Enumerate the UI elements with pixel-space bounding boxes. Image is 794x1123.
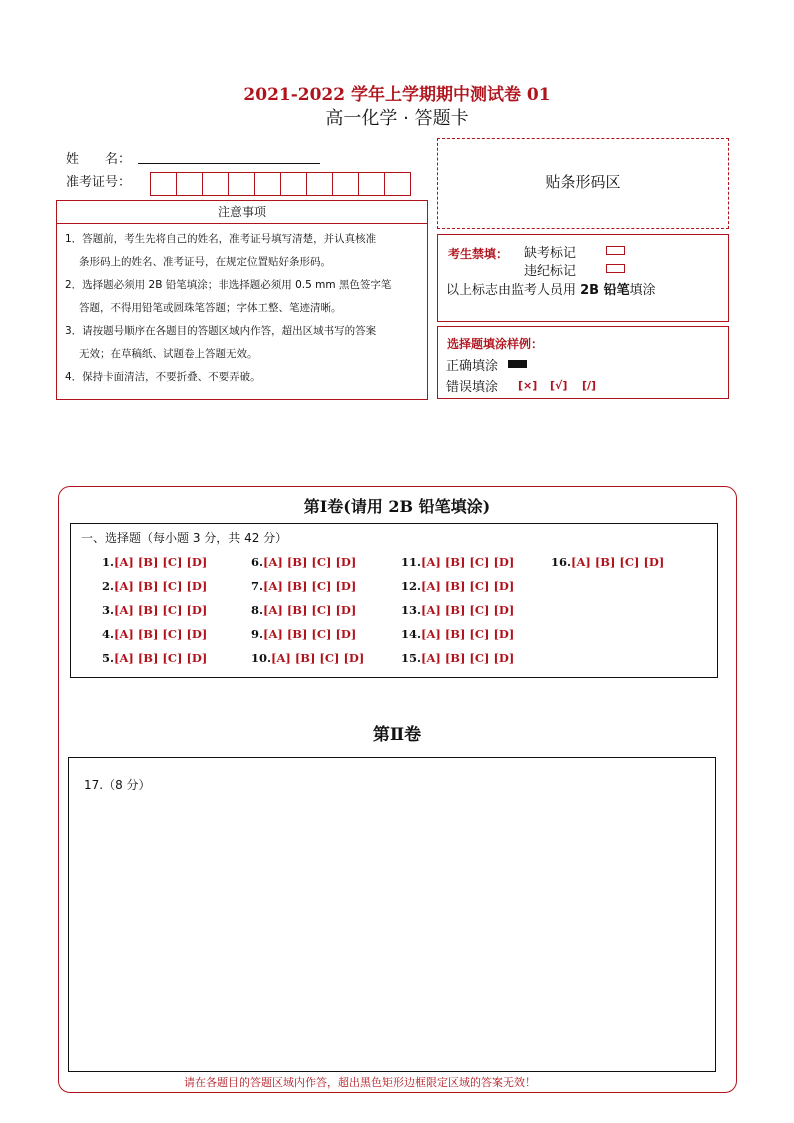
mc-header: 一、选择题（每小题 3 分，共 42 分） [81, 531, 288, 545]
absent-label: 缺考标记 [524, 246, 577, 261]
section2-title: 第Ⅱ卷 [372, 725, 422, 745]
mc-question-3[interactable]: 3.[A] [B] [C] [D] [102, 603, 208, 617]
page-subtitle: 高一化学 · 答题卡 [325, 108, 469, 129]
mc-question-5[interactable]: 5.[A] [B] [C] [D] [102, 651, 208, 665]
mc-question-13[interactable]: 13.[A] [B] [C] [D] [401, 603, 515, 617]
q17-answer-box[interactable] [68, 757, 716, 1072]
mc-question-11[interactable]: 11.[A] [B] [C] [D] [401, 555, 515, 569]
mc-question-7[interactable]: 7.[A] [B] [C] [D] [251, 579, 357, 593]
sample-box [437, 326, 729, 399]
correct-label: 正确填涂 [446, 359, 499, 374]
sample-title: 选择题填涂样例： [447, 337, 544, 351]
wrong-mark: [×] [518, 379, 538, 392]
barcode-area [437, 138, 729, 229]
notice-box [56, 200, 428, 400]
barcode-label: 贴条形码区 [545, 173, 621, 191]
mc-question-12[interactable]: 12.[A] [B] [C] [D] [401, 579, 515, 593]
mc-question-8[interactable]: 8.[A] [B] [C] [D] [251, 603, 357, 617]
mc-question-14[interactable]: 14.[A] [B] [C] [D] [401, 627, 515, 641]
violation-label: 违纪标记 [524, 264, 577, 279]
id-number-boxes[interactable] [150, 172, 410, 196]
mc-question-15[interactable]: 15.[A] [B] [C] [D] [401, 651, 515, 665]
mc-question-9[interactable]: 9.[A] [B] [C] [D] [251, 627, 357, 641]
wrong-mark: [/] [582, 379, 597, 392]
mc-question-2[interactable]: 2.[A] [B] [C] [D] [102, 579, 208, 593]
notice-item: 1．答题前，考生先将自己的姓名，准考证号填写清楚，并认真核准 [65, 233, 377, 245]
violation-mark[interactable] [606, 264, 625, 273]
notice-item: 无效；在草稿纸、试题卷上答题无效。 [79, 348, 258, 360]
filled-mark [508, 360, 527, 368]
name-label: 姓 名： [66, 152, 132, 167]
q17-label: 17.（8 分） [84, 778, 151, 792]
mc-question-10[interactable]: 10.[A] [B] [C] [D] [251, 651, 365, 665]
mc-question-16[interactable]: 16.[A] [B] [C] [D] [551, 555, 665, 569]
forbid-note: 以上标志由监考人员用 2B 铅笔填涂 [446, 283, 656, 298]
notice-item: 2．选择题必须用 2B 铅笔填涂；非选择题必须用 0.5 mm 黑色签字笔 [65, 279, 392, 291]
section1-title: 第Ⅰ卷(请用 2B 铅笔填涂) [303, 497, 491, 516]
footer-warning: 请在各题目的答题区域内作答，超出黑色矩形边框限定区域的答案无效！ [184, 1076, 536, 1089]
absent-mark[interactable] [606, 246, 625, 255]
notice-item: 答题，不得用铅笔或圆珠笔答题；字体工整、笔迹清晰。 [79, 302, 342, 314]
id-label: 准考证号： [66, 175, 132, 190]
forbid-box [437, 234, 729, 322]
notice-title: 注意事项 [57, 201, 427, 224]
notice-item: 3．请按题号顺序在各题目的答题区域内作答，超出区域书写的答案 [65, 325, 377, 337]
mc-question-1[interactable]: 1.[A] [B] [C] [D] [102, 555, 208, 569]
wrong-mark: [√] [550, 379, 568, 392]
notice-item: 条形码上的姓名、准考证号，在规定位置贴好条形码。 [79, 256, 331, 268]
name-field[interactable] [138, 162, 320, 164]
mc-question-4[interactable]: 4.[A] [B] [C] [D] [102, 627, 208, 641]
notice-item: 4．保持卡面清洁，不要折叠、不要弄破。 [65, 371, 261, 383]
wrong-label: 错误填涂 [446, 380, 499, 395]
forbid-title: 考生禁填： [448, 247, 509, 261]
mc-question-6[interactable]: 6.[A] [B] [C] [D] [251, 555, 357, 569]
page-title: 2021-2022 学年上学期期中测试卷 01 [243, 85, 551, 105]
